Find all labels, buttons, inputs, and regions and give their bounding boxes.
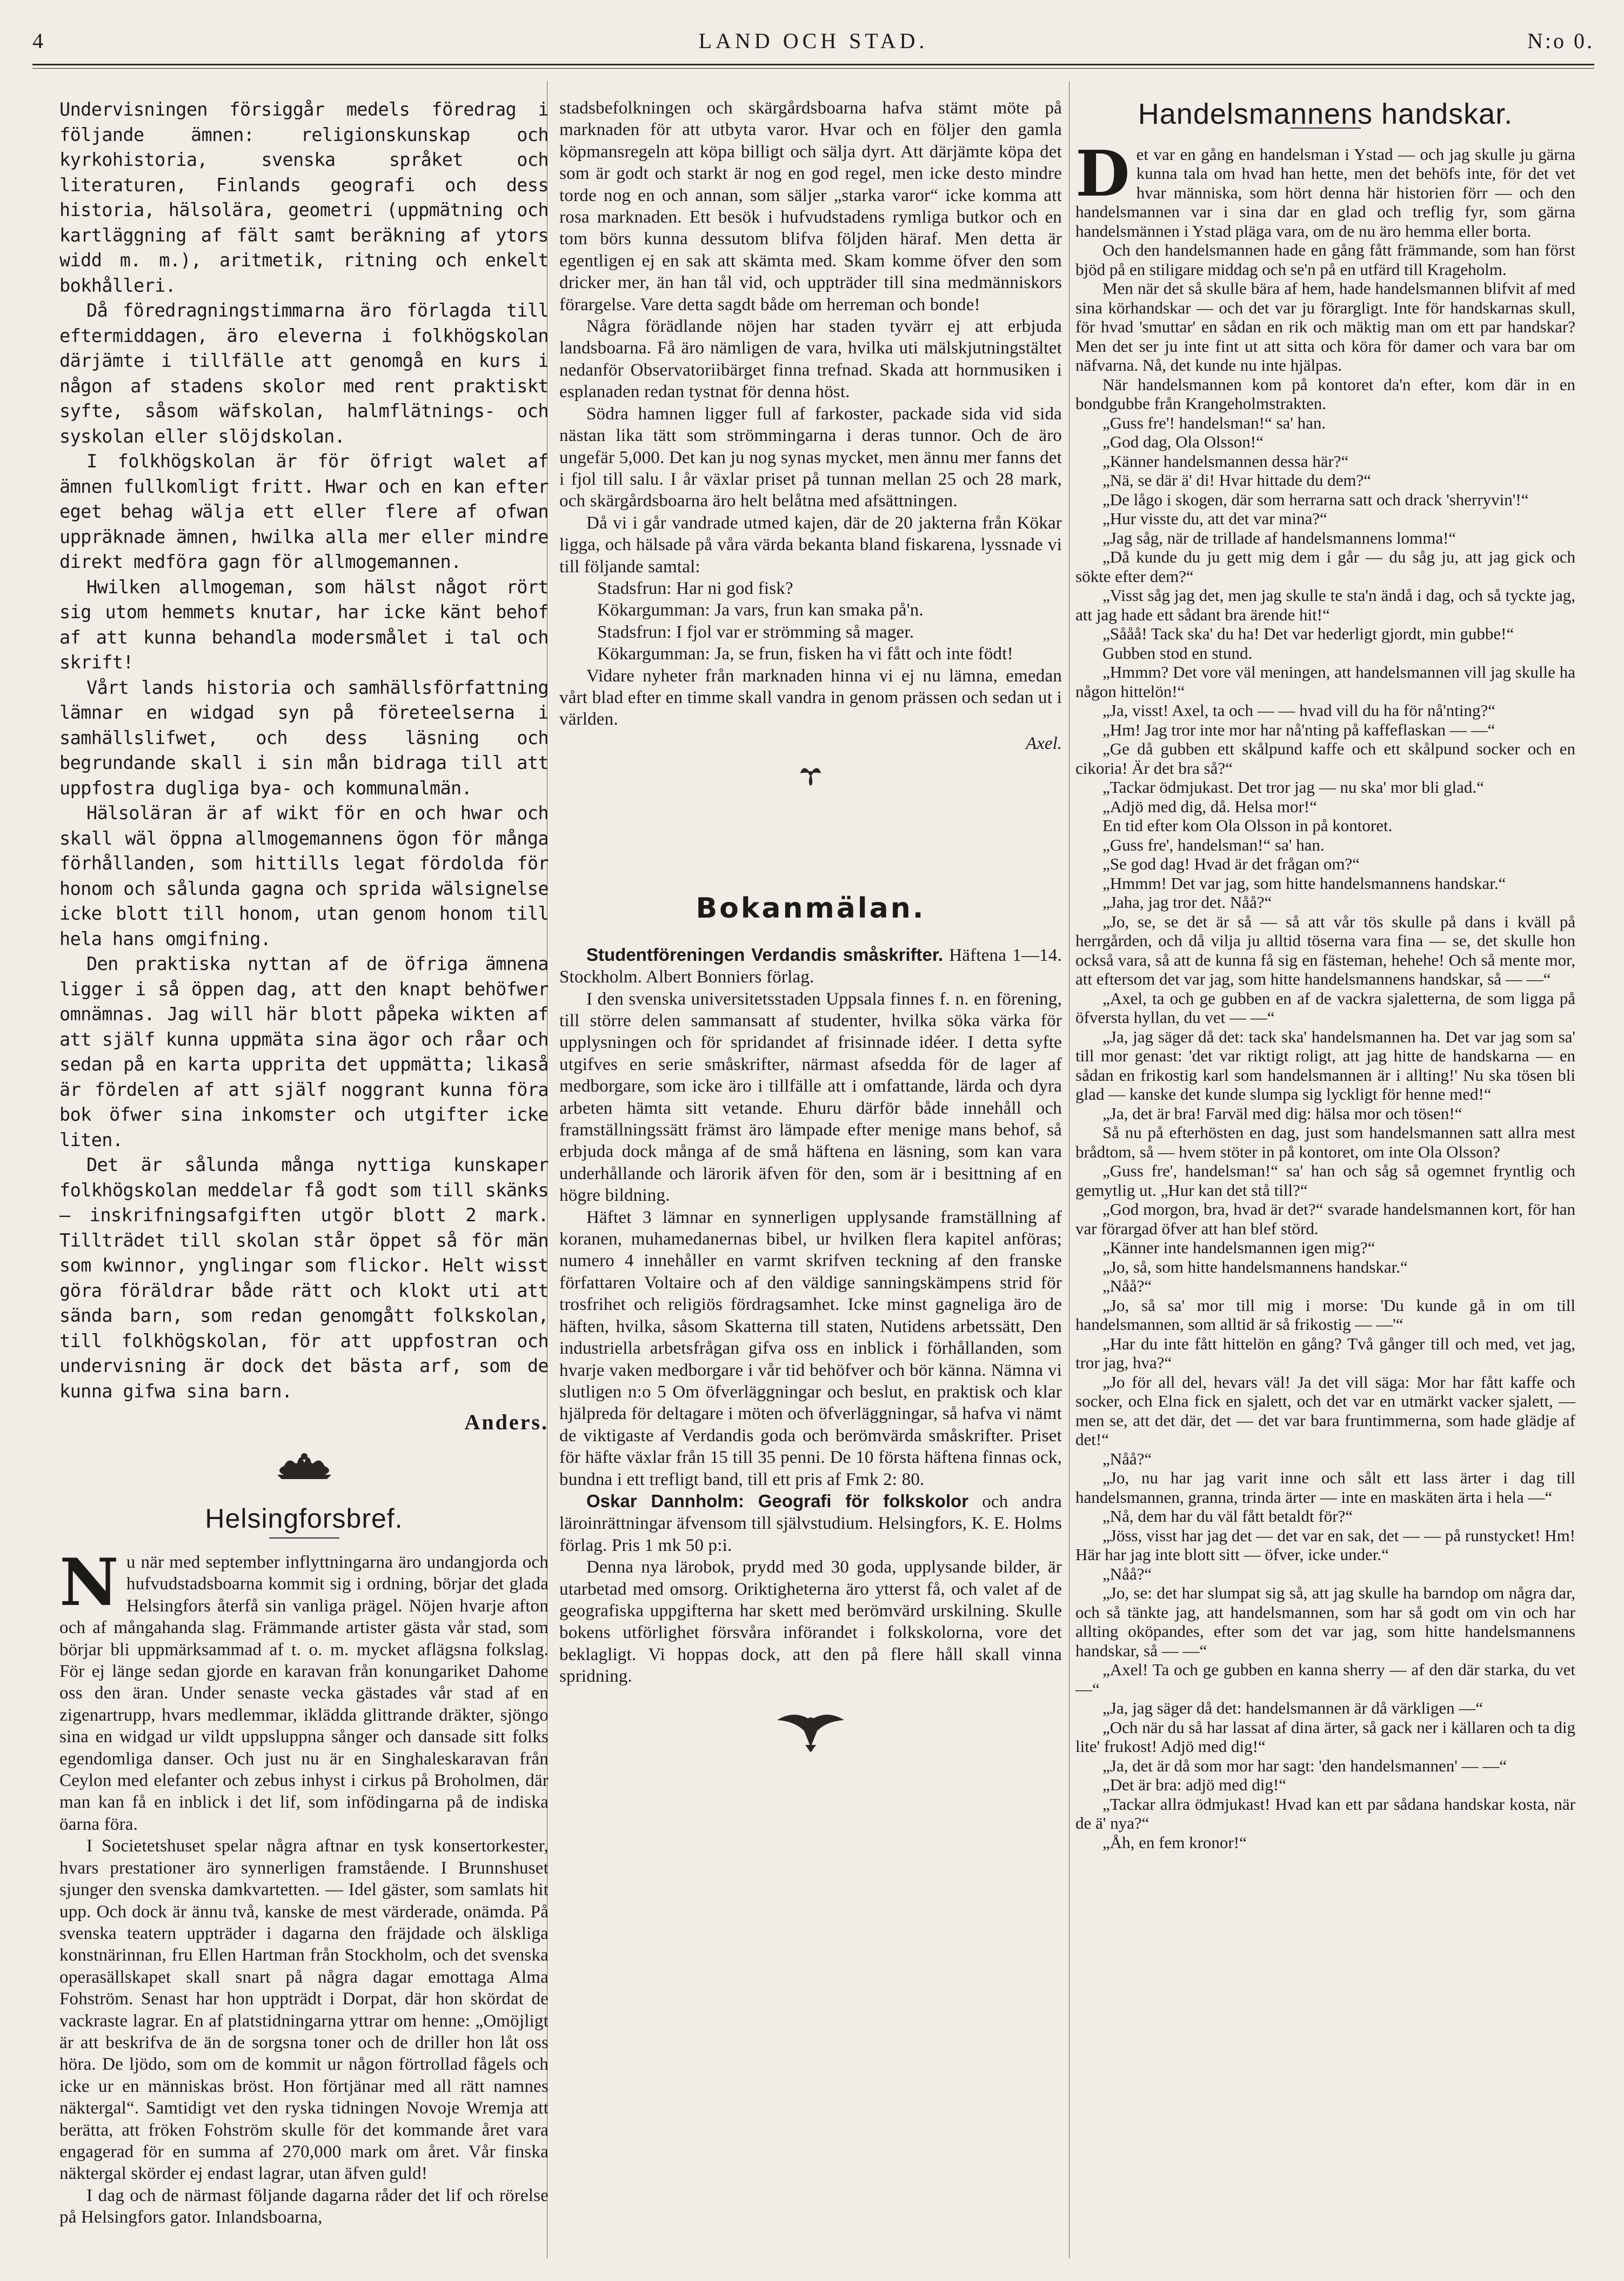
story-paragraph: et var en gång en handelsman i Ystad — och jag skulle ju gärna kunna tala om hvad han hette, men det behöfs inte, för det vet hvar människa, som hört denna här historien förr — och den handelsmannen var i sina dar en glad och treflig fyr, som gärna handelsmännen i Ystad pläga vara, om de nu äro hemma eller borta. bbox=[1075, 144, 1575, 240]
article-paragraph: Då föredragningstimmarna äro förlagda till eftermiddagen, äro eleverna i folkhögskolan därjämte i tillfälle att genomgå en kurs i någon af stadens skolor med rent praktiskt syfte, såsom wäfskolan, halmflätnings- och syskolan eller slöjdskolan. bbox=[59, 300, 549, 447]
article-paragraph: Södra hamnen ligger full af farkoster, packade sida vid sida nästan lika tätt som strömmingarna i deras tunnor. Och de äro ungefär 5,000. Det kan ju nog synas mycket, men ännu mer fanns det i fjol till salu. I år växlar priset på tunnan mellan 25 och 28 mark, och skärgårdsboarna äro helt belåtna med afsättningen. bbox=[559, 404, 1062, 511]
column-divider bbox=[1069, 81, 1070, 2259]
story-paragraph: „Nä, se där ä' di! Hvar hittade du dem?“ bbox=[1102, 471, 1372, 490]
folkhogskola-article bbox=[59, 97, 549, 1404]
story-paragraph: „Ge då gubben ett skålpund kaffe och ett skålpund socker och en cikoria! Är det bra så?“ bbox=[1075, 739, 1575, 778]
article-paragraph: Det är sålunda många nyttiga kunskaper folkhögskolan meddelar få godt som till skänks — inskrifningsafgiften utgör blott 2 mark. Tillträdet till skolan står öppet så för män som kwinnor, ynglingar som flickor. Helt wisst göra föräldrar både rätt och klokt uti att sända barn, som redan genomgått folkskolan, till folkhögskolan, för att uppfostran och undervisning är dock det bästa arf, som de kunna gifwa sina barn. bbox=[59, 1154, 549, 1402]
story-paragraph: „Jo, se, se det är så — så att vår tös skulle på dans i kväll på herrgården, och då vilja ju alltid töserna vara fina — se, det skulle hon också vara, så att de kunna få sig en fästeman, hehehe! Och så mente mor, att eftersom det var jag, som hitte handelsmannens handskar, så — —“ bbox=[1075, 912, 1575, 988]
story-paragraph: „Nåå?“ bbox=[1102, 1449, 1152, 1468]
story-paragraph: „Hmmm? Det vore väl meningen, att handelsmannen vill jag skulle ha någon hittelön!“ bbox=[1075, 663, 1575, 701]
issue-number: N:o 0. bbox=[1527, 29, 1594, 53]
flower-ornament-icon bbox=[59, 1444, 549, 1493]
story-paragraph: „Visst såg jag det, men jag skulle te sta'n ändå i dag, och så tyckte jag, att jag hade ett sådant bra ärende hit!“ bbox=[1075, 586, 1575, 624]
story-paragraph: När handelsmannen kom på kontoret da'n efter, kom där in en bondgubbe från Krangeholmstrakten. bbox=[1075, 374, 1575, 413]
dialog-line: Kökargumman: Ja, se frun, fisken ha vi fått och inte födt! bbox=[597, 644, 1013, 664]
eagle-ornament-icon bbox=[559, 1709, 1062, 1758]
helsingfors-article bbox=[59, 1544, 549, 2229]
story-paragraph: „Och när du så har lassat af dina ärter, så gack ner i källaren och ta dig lite' frukost! Adjö med dig!“ bbox=[1075, 1717, 1575, 1756]
book-title: Studentföreningen Verdandis småskrifter. bbox=[586, 944, 944, 965]
article-paragraph: stadsbefolkningen och skärgårdsboarna hafva stämt möte på marknaden för att utbyta varor. Hvar och en följer den gamla köpmansregeln att köpa billigt och sälja dyrt. Att därjämte köpa det som är godt och starkt är nog en god regel, men icke desto mindre torde nog en och annan, som säljer „starka varor“ icke komma att rosa marknaden. Ett besök i hufvudstadens rymliga butkor och en tom börs kunna dessutom blifva följden häraf. Men detta är egentligen ej en sak att skämta med. Skam komme öfver den som dricker mer, än han tål vid, och uppträder till sina medmänniskors förargelse. Vare detta sagdt både om herreman och bonde! bbox=[559, 98, 1062, 315]
column-3 bbox=[1075, 97, 1575, 1852]
story-paragraph: „Det är bra: adjö med dig!“ bbox=[1102, 1775, 1286, 1794]
article-paragraph: I dag och de närmast följande dagarna råder det lif och rörelse på Helsingfors gator. Inlandsboarna, bbox=[59, 2185, 549, 2228]
story-paragraph: „Se god dag! Hvad är det frågan om?“ bbox=[1102, 854, 1360, 873]
story-body bbox=[1075, 137, 1575, 1852]
article-paragraph: Hälsoläran är af wikt för en och hwar och skall wäl öppna allmogemannens ögon för många förhållanden, som hittills legat fördolda för honom och sålunda gagna och sprida wälsignelse icke blott till honom, utan genom honom till hela hans omgifning. bbox=[59, 802, 549, 949]
story-paragraph: „Ja, det är bra! Farväl med dig: hälsa mor och tösen!“ bbox=[1102, 1103, 1462, 1123]
story-paragraph: „Sååå! Tack ska' du ha! Det var hederligt gjordt, min gubbe!“ bbox=[1102, 624, 1514, 643]
story-paragraph: „Nåå?“ bbox=[1102, 1564, 1152, 1583]
story-paragraph: „Ja, jag säger då det: tack ska' handelsmannen ha. Det var jag som sa' till mor genast: 'det var riktigt roligt, att jag hitte de handskarna — en sådan en frikostig karl som handelsmannen är i allting!' Nu ska tösen bli glad — kanske det kunde slumpa sig lyckligt för henne med!“ bbox=[1075, 1027, 1575, 1103]
column-1 bbox=[59, 97, 549, 2229]
story-paragraph: „Jaha, jag tror det. Nåå?“ bbox=[1102, 893, 1272, 912]
article-paragraph: Undervisningen försiggår medels föredrag i följande ämnen: religionskunskap och kyrkohistoria, svenska språket och literaturen, Finlands geografi och dess historia, hälsolära, geometri (uppmätning och kartläggning af fält samt beräkning af ytors widd m. m.), aritmetik, ritning och enkelt bokhålleri. bbox=[59, 99, 549, 296]
story-paragraph: „Hmmm! Det var jag, som hitte handelsmannens handskar.“ bbox=[1102, 873, 1506, 893]
story-paragraph: „Jo för all del, hevars väl! Ja det vill säga: Mor har fått kaffe och socker, och Elna fick en sjalett, och det var en utmärkt vacker sjalett, — men se, att det där, det — det var bara fruntimmerna, som hade glädje af det!“ bbox=[1075, 1372, 1575, 1449]
story-paragraph: „God morgon, bra, hvad är det?“ svarade handelsmannen kort, för han var förargad öfver att han blef störd. bbox=[1075, 1200, 1575, 1238]
article-paragraph: u när med september inflyttningarna äro undangjorda och hufvudstadsboarna kommit sig i ordning, börjar det glada Helsingfors återfå sin vanliga prägel. Nöjen hvarje afton och af mångahanda slag. Främmande artister gästa vår stad, som börjar bli uppmärksammad af t. o. m. mycket aflägsna folkslag. För ej länge sedan gjorde en karavan från konungariket Dahome oss den äran. Under senaste vecka gästades vår stad af en zigenartrupp, hvars medlemmar, iklädda glittrande dräkter, sjöngo sina en widgad ur vildt uppsluppna sånger och dansade sitt folks egendomliga danser. Och just nu är en Singhaleskaravan från Ceylon med elefanter och zebus inhyst i cirkus på Broholmen, där man kan få en inblick i det lif, som infödingarna på de indiska öarna föra. bbox=[59, 1553, 549, 1834]
leaf-ornament-icon bbox=[559, 757, 1062, 795]
masthead-title: LAND OCH STAD. bbox=[698, 29, 928, 53]
signature-axel: Axel. bbox=[1026, 733, 1062, 753]
story-paragraph: „Har du inte fått hittelön en gång? Två gånger till och med, vet jag, tror jag, hva?“ bbox=[1075, 1334, 1575, 1372]
story-paragraph: „Känner handelsmannen dessa här?“ bbox=[1102, 451, 1349, 471]
page-header bbox=[32, 28, 1594, 66]
signature-anders: Anders. bbox=[464, 1410, 549, 1434]
drop-cap: N bbox=[59, 1544, 119, 1621]
story-paragraph: „Jo, så sa' mor till mig i morse: 'Du kunde gå in om till handelsmannen, som alltid är så frikostig — —'“ bbox=[1075, 1295, 1575, 1334]
book-title: Oskar Dannholm: Geografi för folkskolor bbox=[586, 1490, 969, 1511]
story-paragraph: Så nu på efterhösten en dag, just som handelsmannen satt allra mest brådtom, så — hvem stöter in på kontoret, om inte Ola Olsson? bbox=[1075, 1123, 1575, 1161]
story-paragraph: „Adjö med dig, då. Helsa mor!“ bbox=[1102, 797, 1317, 816]
story-paragraph: Och den handelsmannen hade en gång fått främmande, som han först bjöd på en stiligare middag och se'n på en utfärd till Krageholm. bbox=[1075, 240, 1575, 279]
book-publisher: Häftena 1—14. Stockholm. Albert Bonniers förlag. bbox=[559, 945, 1062, 987]
header-rule bbox=[32, 64, 1594, 65]
story-paragraph: „Nåå?“ bbox=[1102, 1276, 1152, 1295]
story-paragraph: „Axel, ta och ge gubben en af de vackra sjaletterna, de som ligga på öfversta hyllan, du vet — —“ bbox=[1075, 988, 1575, 1027]
story-paragraph: „Guss fre', handelsman!“ sa' han. bbox=[1102, 835, 1325, 854]
book-review-heading: Bokanmälan. bbox=[696, 892, 926, 925]
article-paragraph: Då vi i går vandrade utmed kajen, där de 20 jakterna från Kökar ligga, och hälsade på våra värda bekanta bland fiskarena, lyssnade vi till följande samtal: bbox=[559, 513, 1062, 577]
story-paragraph: „Då kunde du ju gett mig dem i går — du såg ju, att jag gick och sökte efter dem?“ bbox=[1075, 547, 1575, 586]
article-paragraph: I Societetshuset spelar några aftnar en tysk konsertorkester, hvars prestationer äro synnerligen framstående. I Brunnshuset sjunger den svenska damkvartetten. — Idel gäster, som samlats hit upp. Och dock är ännu två, kanske de mest värderade, onämda. På svenska teatern uppträder i dagarna den fräjdade och älskliga konstnärinnan, fru Ellen Hartman från Stockholm, och det svenska operasällskapet skall snart på några dagar emottaga Alma Fohström. Senast har hon uppträdt i Dorpat, där hon skördat de vackraste lagrar. En af platstidningarna yttrar om henne: „Omöjligt är att beskrifva de än de sorgsna toner och de driller hon låt oss höra. De ljödo, som om de kommit ur någon förtrollad fågels och icke ur en människas bröst. Hon förtjänar med all rätt namnes näktergal“. Samtidigt vet den ryska tidningen Novoje Wremja att berätta, att fröken Fohström skulle för det kommande året vara engagerad för en summa af 270,000 mark om året. Vår finska näktergal skörder ej endast lagrar, utan äfven guld! bbox=[59, 1836, 549, 2184]
story-paragraph: „Jo, se: det har slumpat sig så, att jag skulle ha barndop om några dar, och så tänkte jag, att handelsmannen, som har så godt om vin och har allting oköpandes, efter som det var jag, som hitte handelsmannens handskar, så — —“ bbox=[1075, 1583, 1575, 1660]
dialog-line: Stadsfrun: I fjol var er strömming så mager. bbox=[597, 622, 914, 642]
story-paragraph: „God dag, Ola Olsson!“ bbox=[1102, 432, 1264, 451]
helsingfors-continued bbox=[559, 97, 1062, 731]
dialog-line: Stadsfrun: Har ni god fisk? bbox=[597, 578, 793, 598]
book-publisher: och andra läroinrättningar äfvensom till självstudium. Helsingfors, K. E. Holms förlag. Pris 1 mk 50 p:i. bbox=[559, 1491, 1062, 1555]
story-paragraph: „Ja, visst! Axel, ta och — — hvad vill du ha för nå'nting?“ bbox=[1102, 701, 1496, 720]
story-paragraph: „Tackar ödmjukast. Det tror jag — nu ska' mor bli glad.“ bbox=[1102, 778, 1484, 797]
column-2 bbox=[559, 97, 1062, 1768]
story-heading: Handelsmannens handskar. bbox=[1138, 98, 1513, 130]
header-rule-thin bbox=[32, 68, 1594, 69]
article-paragraph: Vidare nyheter från marknaden hinna vi ej nu lämna, emedan vårt blad efter en timme skall vandra in genom prässen och sedan ut i världen. bbox=[559, 666, 1062, 730]
story-paragraph: „Nå, dem har du väl fått betaldt för?“ bbox=[1102, 1507, 1353, 1526]
helsingfors-heading: Helsingforsbref. bbox=[205, 1503, 403, 1534]
heading-rule bbox=[269, 1537, 339, 1538]
story-paragraph: En tid efter kom Ola Olsson in på kontoret. bbox=[1102, 816, 1393, 835]
story-paragraph: „Jo, så, som hitte handelsmannens handskar.“ bbox=[1102, 1257, 1408, 1276]
story-paragraph: „Känner inte handelsmannen igen mig?“ bbox=[1102, 1238, 1375, 1257]
story-paragraph: „Hm! Jag tror inte mor har nå'nting på kaffeflaskan — —“ bbox=[1102, 720, 1495, 739]
story-paragraph: „Guss fre', handelsman!“ sa' han och såg så ogemnet fryntlig och gemytlig ut. „Hur kan det stå till?“ bbox=[1075, 1161, 1575, 1200]
story-paragraph: Men när det så skulle bära af hem, hade handelsmannen blifvit af med sina körhandskar — och det var ju förargligt. Inte för handskarnas skull, för hvad 'smuttar' en sådan en rik och mäktig man om ett par handskar? Men det ser ju inte fint ut att sitta och köra för damer och vara bar om näfvarna. Nå, det kunde nu inte hjälpas. bbox=[1075, 279, 1575, 374]
story-paragraph: „Guss fre'! handelsman!“ sa' han. bbox=[1102, 413, 1326, 432]
dialog-line: Kökargumman: Ja vars, frun kan smaka på'n. bbox=[597, 600, 924, 620]
story-paragraph: „Ja, det är då som mor har sagt: 'den handelsmannen' — —“ bbox=[1102, 1756, 1507, 1775]
story-paragraph: „Jo, nu har jag varit inne och sålt ett lass ärter i dag till handelsmannen, granna, trinda ärter — inte en maskäten ärta i hela —“ bbox=[1075, 1468, 1575, 1507]
article-paragraph: I folkhögskolan är för öfrigt walet af ämnen fullkomligt fritt. Hwar och en kan efter eget behag wälja ett eller flere af ofwan uppräknade ämnen, hwilka alla mer eller mindre direkt medföra gagn för allmogemannen. bbox=[59, 451, 549, 572]
book-reviews bbox=[559, 944, 1062, 1688]
story-paragraph: Gubben stod en stund. bbox=[1102, 643, 1253, 663]
article-paragraph: Några förädlande nöjen har staden tyvärr ej att erbjuda landsboarna. Få äro nämligen de vara, hvilka uti mälskjutningstältet nedanför Observatoriibärget finna trefnad. Skada att hornmusiken i esplanaden redan tystnat för denna höst. bbox=[559, 317, 1062, 402]
review-paragraph: I den svenska universitetsstaden Uppsala finnes f. n. en förening, till större delen sammansatt af studenter, hvilka söka värka för upplysningen och för spridandet af frisinnade idéer. I detta syfte utgifves en serie småskrifter, närmast afsedda för de lager af medborgare, som icke äro i tillfälle att i omfattande, lärda och dyra arbeten hämta sitt vetande. Ehuru därför både innehåll och framställningssätt främst äro lämpade efter menige mans behof, så erbjuda dock många af de små häftena en läsning, som kan vara underhållande och lärorik äfven för den, som är i besittning af en högre bildning. bbox=[559, 989, 1062, 1206]
story-paragraph: „Jöss, visst har jag det — det var en sak, det — — på runstycket! Hm! Här har jag inte blott sitt — öfver, icke under.“ bbox=[1075, 1526, 1575, 1564]
review-paragraph: Häftet 3 lämnar en synnerligen upplysande framställning af koranen, muhamedanernas bibel, ur hvilken flera kapitel anföras; numero 4 innehåller en varmt skrifven teckning af den franske författaren Voltaire och af den väldige sanningskämpens strid för trosfrihet och religiös fördragsamhet. Icke minst gagneliga äro de häften, hvilka, såsom Skatterna till staten, Nutidens arbetssätt, Den industriella arbetsfrågan gifva oss en inblick i förhållanden, som hvarje vaken medborgare i vår tid behöfver och bör känna. Nämna vi slutligen n:o 5 Om öfverläggningar och beslut, en praktisk och klar hjälpreda för deltagare i möten och öfverläggningar, så hafva vi nämt de viktigaste af Verdandis goda och berömvärda småskrifter. Priset för häfte växlar från 15 till 35 penni. De 10 första häftena finnas ock, bundna i ett trefligt band, till ett pris af Fmk 2: 80. bbox=[559, 1207, 1062, 1489]
article-paragraph: Hwilken allmogeman, som hälst något rört sig utom hemmets knutar, har icke känt behof af att kunna behandla modersmålet i tal och skrift! bbox=[59, 576, 549, 673]
story-paragraph: „Hur visste du, att det var mina?“ bbox=[1102, 509, 1327, 528]
article-paragraph: Den praktiska nyttan af de öfriga ämnena ligger i så öppen dag, att den knapt behöfwer omnämnas. Jag will här blott påpeka wikten af att själf kunna uppmäta sina ägor och råar och sedan på en karta upprita det uppmätta; likaså är fördelen af att själf noggrant kunna föra bok öfwer sina inkomster och utgifter icke liten. bbox=[59, 953, 549, 1150]
drop-cap: D bbox=[1075, 137, 1130, 211]
story-paragraph: „De lågo i skogen, där som herrarna satt och drack 'sherryvin'!“ bbox=[1102, 490, 1529, 509]
page-number: 4 bbox=[32, 29, 45, 53]
review-paragraph: Denna nya lärobok, prydd med 30 goda, upplysande bilder, är utarbetad med omsorg. Oriktigheterna äro ytterst få, och valet af de geografiska uppgifterna har skett med berömvärd urskilning. Skulle bokens utförlighet försvåra införandet i folkskolorna, vore det beklagligt. Vi hoppas dock, att den på flere håll skall vinna spridning. bbox=[559, 1557, 1062, 1687]
story-paragraph: „Åh, en fem kronor!“ bbox=[1102, 1832, 1247, 1852]
story-paragraph: „Ja, jag säger då det: handelsmannen är då värkligen —“ bbox=[1102, 1698, 1483, 1717]
story-paragraph: „Axel! Ta och ge gubben en kanna sherry — af den där starka, du vet —“ bbox=[1075, 1660, 1575, 1698]
story-paragraph: „Jag såg, när de trillade af handelsmannens lomma!“ bbox=[1102, 528, 1456, 547]
story-paragraph: „Tackar allra ödmjukast! Hvad kan ett par sådana handskar kosta, när de ä' nya?“ bbox=[1075, 1794, 1575, 1832]
article-paragraph: Vårt lands historia och samhällsförfattning lämnar en widgad syn på företeelserna i samhällslifwet, och dess läsning och begrundande skall i sin mån bidraga till att uppfostra dugliga bya- och kommunalmän. bbox=[59, 677, 549, 799]
